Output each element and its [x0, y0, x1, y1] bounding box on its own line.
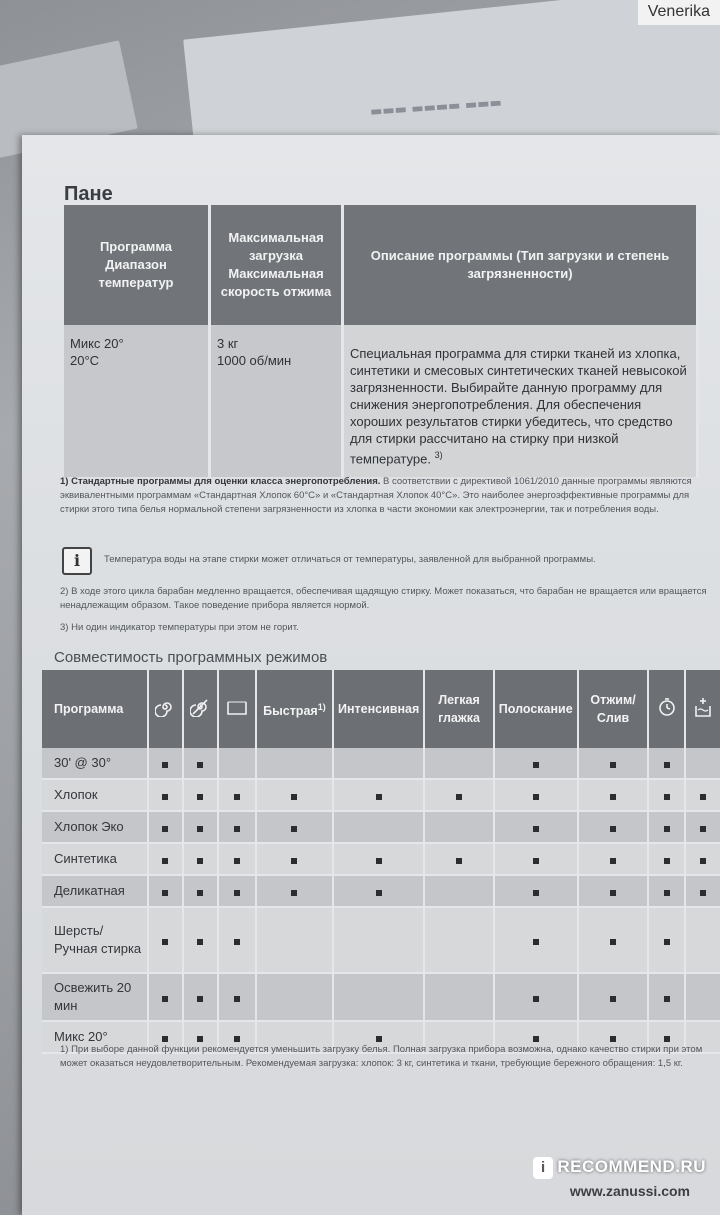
cell: [218, 973, 256, 1021]
mark: [291, 826, 297, 832]
mark: [456, 794, 462, 800]
cell: [424, 843, 493, 875]
cell: [685, 875, 720, 907]
cell: [648, 875, 684, 907]
footnote-1-text: В соответствии с директивой 1061/2010 данные программы являются эквивалентными программам «Стандартная Хлопок 60°С» и «Стандартная Хлопок 40°С». Это наиболее энергоэффективные программы для стирки этого типа белья нормальной степени загрязненности из хлопка в части экономии как электроэнергии, так и потребления воды.: [60, 476, 692, 515]
header-program: Программа Диапазон температур: [64, 205, 210, 325]
mark: [234, 890, 240, 896]
description-cell: [343, 325, 698, 477]
cell: [494, 748, 578, 779]
compatibility-table: [42, 670, 720, 1054]
spiral-crossed-icon: [190, 697, 210, 717]
cell: [333, 748, 424, 779]
mark: [197, 890, 203, 896]
cell: [148, 843, 183, 875]
watermark-author: Venerika: [638, 0, 720, 25]
mark: [291, 890, 297, 896]
mark: [162, 826, 168, 832]
mark: [234, 996, 240, 1002]
mark: [234, 1036, 240, 1042]
table-row: [42, 907, 720, 973]
mark: [664, 939, 670, 945]
cell: [648, 811, 684, 843]
mark: [234, 939, 240, 945]
background-print: ▬▬▬ ▬▬▬▬ ▬▬▬: [369, 95, 503, 120]
cell: [424, 973, 493, 1021]
mark: [234, 826, 240, 832]
cell: [578, 811, 649, 843]
mark: [162, 762, 168, 768]
cell: [183, 907, 218, 973]
mark: [533, 826, 539, 832]
mark: [376, 858, 382, 864]
mark: [700, 794, 706, 800]
cell: [494, 811, 578, 843]
cell: [218, 811, 256, 843]
row-program-name: Хлопок Эко: [42, 811, 148, 843]
cell: [183, 973, 218, 1021]
mark: [376, 890, 382, 896]
cell: [578, 779, 649, 811]
col-rinse-plus: [685, 670, 720, 748]
mark: [610, 858, 616, 864]
cell: [494, 907, 578, 973]
row-program-name: Микс 20°: [42, 1021, 148, 1053]
mark: [610, 939, 616, 945]
program-cell: [64, 325, 210, 477]
rinse-plus-icon: [693, 696, 713, 718]
mark: [700, 826, 706, 832]
compat-title: Совместимость программных режимов: [54, 649, 328, 666]
col-easy-iron: Легкая глажка: [424, 670, 493, 748]
col-tub: [218, 670, 256, 748]
table-row: [42, 875, 720, 907]
cell: [148, 907, 183, 973]
tub-icon: [226, 698, 248, 716]
cell: [333, 875, 424, 907]
cell: [218, 907, 256, 973]
mark: [664, 996, 670, 1002]
mark: [197, 762, 203, 768]
mark: [664, 762, 670, 768]
mark: [197, 939, 203, 945]
mark: [234, 858, 240, 864]
cell: [218, 875, 256, 907]
footnote-1: [60, 475, 710, 517]
cell: [424, 779, 493, 811]
col-fast-label: Быстрая: [263, 704, 318, 719]
program-temp: 20°С: [70, 353, 100, 368]
cell: [183, 843, 218, 875]
mark: [197, 826, 203, 832]
table-row: [42, 843, 720, 875]
footnote-2: 2) В ходе этого цикла барабан медленно вращается, обеспечивая щадящую стирку. Может показаться, что барабан не вращается или вращается ненадлежащим образом. Такое поведение прибора является нормой.: [60, 586, 707, 611]
cell: [218, 748, 256, 779]
mark: [664, 890, 670, 896]
cell: [183, 811, 218, 843]
mark: [291, 858, 297, 864]
cell: [494, 779, 578, 811]
mark: [234, 794, 240, 800]
mark: [162, 939, 168, 945]
cell: [494, 875, 578, 907]
mark: [610, 890, 616, 896]
cell: [685, 843, 720, 875]
cell: [494, 843, 578, 875]
cell: [148, 811, 183, 843]
mark: [162, 1036, 168, 1042]
cell: [218, 843, 256, 875]
cell: [578, 907, 649, 973]
cell: [256, 748, 333, 779]
cell: [148, 875, 183, 907]
cell: [578, 973, 649, 1021]
mark: [376, 794, 382, 800]
mark: [162, 858, 168, 864]
mark: [533, 890, 539, 896]
cell: [648, 973, 684, 1021]
col-no-spiral: [183, 670, 218, 748]
mark: [197, 996, 203, 1002]
mark: [533, 939, 539, 945]
mark: [376, 1036, 382, 1042]
cell: [424, 811, 493, 843]
mark: [610, 1036, 616, 1042]
col-timer: [648, 670, 684, 748]
table-row: [42, 748, 720, 779]
cell: [685, 779, 720, 811]
mark: [197, 858, 203, 864]
mark: [533, 794, 539, 800]
col-spiral: [148, 670, 183, 748]
page-title: Пане: [64, 183, 113, 205]
cell: [648, 907, 684, 973]
info-icon: i: [62, 547, 92, 575]
compat-footnote: 1) При выборе данной функции рекомендуется уменьшить загрузку белья. Полная загрузка прибора возможна, однако качество стирки при этом может оказаться неудовлетворительным. Рекомендуемая загрузка: хлопок: 3 кг, синтетика и ткани, требующие бережного обращения: 1,5 кг.: [60, 1044, 703, 1069]
mark: [700, 858, 706, 864]
mark: [610, 794, 616, 800]
col-rinse: Полоскание: [494, 670, 578, 748]
cell: [256, 811, 333, 843]
manual-page: [22, 135, 720, 1215]
max-spin: 1000 об/мин: [217, 353, 292, 368]
cell: [424, 875, 493, 907]
mark: [610, 826, 616, 832]
cell: [648, 748, 684, 779]
mark: [197, 1036, 203, 1042]
cell: [578, 748, 649, 779]
cell: [333, 843, 424, 875]
program-table: [64, 205, 699, 477]
cell: [648, 843, 684, 875]
cell: [256, 875, 333, 907]
mark: [162, 996, 168, 1002]
row-program-name: 30' @ 30°: [42, 748, 148, 779]
cell: [648, 779, 684, 811]
col-fast: [256, 670, 333, 748]
cell: [148, 779, 183, 811]
table-row: [42, 779, 720, 811]
table-row: [42, 973, 720, 1021]
cell: [333, 811, 424, 843]
cell: [256, 973, 333, 1021]
col-spin-drain: Отжим/Слив: [578, 670, 649, 748]
cell: [256, 907, 333, 973]
mark: [162, 794, 168, 800]
row-program-name: Освежить 20 мин: [42, 973, 148, 1021]
description-ref: 3): [434, 450, 443, 460]
row-program-name: Деликатная: [42, 875, 148, 907]
recommend-badge-icon: i: [533, 1157, 553, 1179]
mark: [664, 826, 670, 832]
cell: [494, 973, 578, 1021]
info-note: Температура воды на этапе стирки может отличаться от температуры, заявленной для выбранной программы.: [104, 554, 596, 565]
cell: [333, 779, 424, 811]
cell: [256, 779, 333, 811]
cell: [685, 811, 720, 843]
cell: [333, 907, 424, 973]
cell: [685, 748, 720, 779]
header-description: Описание программы (Тип загрузки и степень загрязненности): [343, 205, 698, 325]
header-max-load: Максимальная загрузка Максимальная скорость отжима: [210, 205, 343, 325]
mark: [610, 762, 616, 768]
cell: [183, 779, 218, 811]
cell: [333, 973, 424, 1021]
load-cell: [210, 325, 343, 477]
cell: [148, 748, 183, 779]
recommend-logo: [533, 1157, 706, 1179]
row-program-name: Синтетика: [42, 843, 148, 875]
mark: [664, 1036, 670, 1042]
row-program-name: Шерсть/ Ручная стирка: [42, 907, 148, 973]
cell: [183, 748, 218, 779]
site-url: www.zanussi.com: [569, 1183, 690, 1199]
mark: [456, 858, 462, 864]
cell: [424, 748, 493, 779]
mark: [533, 762, 539, 768]
footnote-3: 3) Ни один индикатор температуры при этом не горит.: [60, 622, 299, 633]
table-row: [42, 811, 720, 843]
mark: [291, 794, 297, 800]
cell: [685, 973, 720, 1021]
cell: [424, 907, 493, 973]
mark: [533, 996, 539, 1002]
cell: [578, 875, 649, 907]
max-load: 3 кг: [217, 336, 239, 351]
mark: [533, 858, 539, 864]
col-fast-ref: 1): [317, 701, 326, 712]
cell: [218, 779, 256, 811]
cell: [578, 843, 649, 875]
timer-icon: [657, 697, 677, 717]
col-program: Программа: [42, 670, 148, 748]
spiral-icon: [155, 697, 175, 717]
col-intensive: Интенсивная: [333, 670, 424, 748]
footnote-1-title: 1) Стандартные программы для оценки класса энергопотребления.: [60, 476, 381, 487]
mark: [533, 1036, 539, 1042]
mark: [664, 794, 670, 800]
row-program-name: Хлопок: [42, 779, 148, 811]
recommend-text: RECOMMEND.RU: [557, 1157, 706, 1176]
mark: [700, 890, 706, 896]
cell: [148, 973, 183, 1021]
cell: [256, 843, 333, 875]
mark: [664, 858, 670, 864]
cell: [685, 907, 720, 973]
mark: [162, 890, 168, 896]
program-description: Специальная программа для стирки тканей из хлопка, синтетики и смесовых синтетических тканей невысокой загрязненности. Выбирайте данную программу для снижения энергопотребления. Для обеспечения хороших результатов стирки убедитесь, что средство для стирки рассчитано на стирку при низкой температуре.: [350, 346, 687, 467]
program-name: Микс 20°: [70, 336, 124, 351]
mark: [197, 794, 203, 800]
mark: [610, 996, 616, 1002]
cell: [183, 875, 218, 907]
